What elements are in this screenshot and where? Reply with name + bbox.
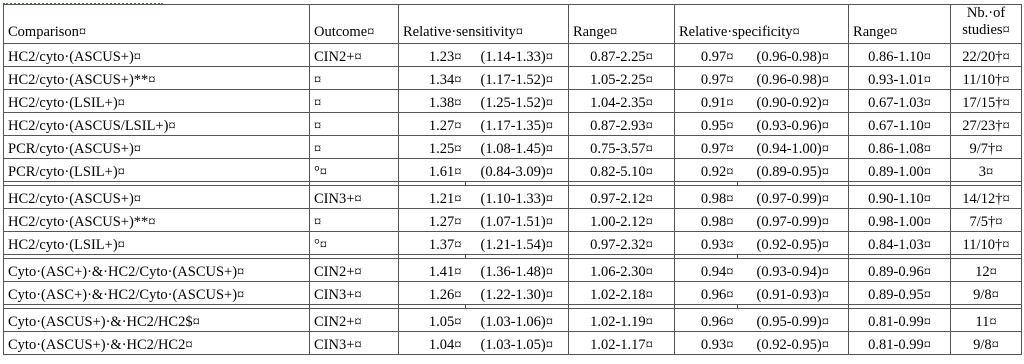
cell-sensitivity-ci: (1.07-1.51)¤: [466, 209, 569, 232]
cell-specificity-ci: (0.96-0.98)¤: [738, 67, 849, 90]
cell-relative-sensitivity: 1.04¤: [399, 332, 466, 355]
cell-nb-studies: 12¤: [951, 259, 1022, 282]
cell-relative-specificity: 0.98¤: [675, 186, 738, 209]
cell-sensitivity-range: 0.75-3.57¤: [569, 136, 675, 159]
cell-sensitivity-range: 1.02-2.18¤: [569, 282, 675, 305]
cell-relative-specificity: 0.96¤: [675, 282, 738, 305]
cell-specificity-range: 0.89-1.00¤: [849, 159, 951, 182]
table-row: [4, 136, 1022, 159]
cell-comparison: HC2/cyto·(ASCUS+)¤: [4, 44, 310, 67]
cell-specificity-range: 0.67-1.10¤: [849, 113, 951, 136]
cell-relative-sensitivity: 1.27¤: [399, 113, 466, 136]
cell-specificity-ci: (0.93-0.96)¤: [738, 113, 849, 136]
cell-relative-sensitivity: 1.34¤: [399, 67, 466, 90]
cell-nb-studies: 11/10†¤: [951, 232, 1022, 255]
cell-relative-sensitivity: 1.25¤: [399, 136, 466, 159]
cell-nb-studies: 14/12†¤: [951, 186, 1022, 209]
cell-comparison: PCR/cyto·(LSIL+)¤: [4, 159, 310, 182]
table-row: [4, 209, 1022, 232]
cell-comparison: PCR/cyto·(ASCUS+)¤: [4, 136, 310, 159]
cell-relative-sensitivity: 1.27¤: [399, 209, 466, 232]
cell-comparison: Cyto·(ASCUS+)·&·HC2/HC2¤: [4, 332, 310, 355]
cell-sensitivity-range: 1.04-2.35¤: [569, 90, 675, 113]
cell-outcome: CIN3+¤: [310, 282, 399, 305]
cell-comparison: HC2/cyto·(ASCUS+)**¤: [4, 67, 310, 90]
cell-specificity-range: 0.84-1.03¤: [849, 232, 951, 255]
cell-outcome: CIN2+¤: [310, 259, 399, 282]
table-row: [4, 44, 1022, 67]
cell-sensitivity-range: 1.02-1.17¤: [569, 332, 675, 355]
cell-sensitivity-range: 0.97-2.32¤: [569, 232, 675, 255]
cell-nb-studies: 9/7†¤: [951, 136, 1022, 159]
cell-sensitivity-range: 0.82-5.10¤: [569, 159, 675, 182]
cell-specificity-range: 0.86-1.10¤: [849, 44, 951, 67]
cell-relative-sensitivity: 1.05¤: [399, 309, 466, 332]
cell-sensitivity-ci: (1.17-1.52)¤: [466, 67, 569, 90]
cell-specificity-range: 0.86-1.08¤: [849, 136, 951, 159]
cell-specificity-ci: (0.90-0.92)¤: [738, 90, 849, 113]
cell-specificity-range: 0.89-0.96¤: [849, 259, 951, 282]
cell-outcome: ¤: [310, 209, 399, 232]
header-outcome: Outcome¤: [310, 5, 399, 44]
header-relative-sensitivity: Relative·sensitivity¤: [399, 5, 569, 44]
cell-comparison: HC2/cyto·(ASCUS+)¤: [4, 186, 310, 209]
cell-specificity-ci: (0.92-0.95)¤: [738, 332, 849, 355]
cell-relative-specificity: 0.92¤: [675, 159, 738, 182]
cell-outcome: CIN3+¤: [310, 332, 399, 355]
cell-relative-specificity: 0.95¤: [675, 113, 738, 136]
cell-outcome: CIN2+¤: [310, 44, 399, 67]
cell-nb-studies: 27/23†¤: [951, 113, 1022, 136]
cell-sensitivity-range: 0.87-2.25¤: [569, 44, 675, 67]
cell-comparison: Cyto·(ASCUS+)·&·HC2/HC2$¤: [4, 309, 310, 332]
results-table: [3, 4, 1022, 355]
cell-outcome: ¤: [310, 136, 399, 159]
cell-sensitivity-ci: (1.10-1.33)¤: [466, 186, 569, 209]
cell-nb-studies: 11/10†¤: [951, 67, 1022, 90]
cell-relative-specificity: 0.93¤: [675, 232, 738, 255]
header-relative-specificity: Relative·specificity¤: [675, 5, 849, 44]
table-row: [4, 159, 1022, 182]
cell-specificity-ci: (0.97-0.99)¤: [738, 186, 849, 209]
cell-outcome: CIN2+¤: [310, 309, 399, 332]
cell-sensitivity-range: 1.00-2.12¤: [569, 209, 675, 232]
cell-specificity-ci: (0.96-0.98)¤: [738, 44, 849, 67]
cell-specificity-range: 0.90-1.10¤: [849, 186, 951, 209]
cell-relative-sensitivity: 1.41¤: [399, 259, 466, 282]
cell-outcome: °¤: [310, 159, 399, 182]
cell-sensitivity-ci: (1.14-1.33)¤: [466, 44, 569, 67]
cell-specificity-range: 0.81-0.99¤: [849, 309, 951, 332]
cell-sensitivity-ci: (1.17-1.35)¤: [466, 113, 569, 136]
cell-specificity-ci: (0.94-1.00)¤: [738, 136, 849, 159]
cell-sensitivity-ci: (1.22-1.30)¤: [466, 282, 569, 305]
cell-outcome: °¤: [310, 232, 399, 255]
cell-comparison: HC2/cyto·(LSIL+)¤: [4, 232, 310, 255]
cell-specificity-ci: (0.93-0.94)¤: [738, 259, 849, 282]
cell-specificity-range: 0.98-1.00¤: [849, 209, 951, 232]
cell-specificity-range: 0.89-0.95¤: [849, 282, 951, 305]
cell-sensitivity-ci: (0.84-3.09)¤: [466, 159, 569, 182]
cell-outcome: ¤: [310, 90, 399, 113]
cell-specificity-ci: (0.97-0.99)¤: [738, 209, 849, 232]
cell-specificity-ci: (0.92-0.95)¤: [738, 232, 849, 255]
table-row: [4, 67, 1022, 90]
cell-relative-sensitivity: 1.61¤: [399, 159, 466, 182]
header-range-specificity: Range¤: [849, 5, 951, 44]
cell-comparison: HC2/cyto·(LSIL+)¤: [4, 90, 310, 113]
cell-relative-sensitivity: 1.37¤: [399, 232, 466, 255]
cell-sensitivity-range: 1.05-2.25¤: [569, 67, 675, 90]
table-row: [4, 90, 1022, 113]
cell-sensitivity-ci: (1.08-1.45)¤: [466, 136, 569, 159]
table-header-row: [4, 5, 1022, 44]
cell-sensitivity-ci: (1.03-1.05)¤: [466, 332, 569, 355]
cell-nb-studies: 17/15†¤: [951, 90, 1022, 113]
cell-nb-studies: 9/8¤: [951, 332, 1022, 355]
cell-comparison: HC2/cyto·(ASCUS+)**¤: [4, 209, 310, 232]
cell-sensitivity-range: 0.87-2.93¤: [569, 113, 675, 136]
cell-relative-specificity: 0.94¤: [675, 259, 738, 282]
header-comparison: Comparison¤: [4, 5, 310, 44]
cell-relative-sensitivity: 1.26¤: [399, 282, 466, 305]
table-row: [4, 309, 1022, 332]
cell-relative-specificity: 0.96¤: [675, 309, 738, 332]
table-row: [4, 332, 1022, 355]
cell-sensitivity-ci: (1.25-1.52)¤: [466, 90, 569, 113]
cell-relative-sensitivity: 1.38¤: [399, 90, 466, 113]
cell-specificity-range: 0.81-0.99¤: [849, 332, 951, 355]
cell-comparison: Cyto·(ASC+)·&·HC2/Cyto·(ASCUS+)¤: [4, 259, 310, 282]
cell-relative-sensitivity: 1.21¤: [399, 186, 466, 209]
cell-relative-specificity: 0.93¤: [675, 332, 738, 355]
cell-comparison: HC2/cyto·(ASCUS/LSIL+)¤: [4, 113, 310, 136]
cell-specificity-range: 0.67-1.03¤: [849, 90, 951, 113]
cell-relative-specificity: 0.97¤: [675, 44, 738, 67]
cell-relative-specificity: 0.97¤: [675, 67, 738, 90]
table-row: [4, 113, 1022, 136]
cell-specificity-ci: (0.91-0.93)¤: [738, 282, 849, 305]
cell-sensitivity-ci: (1.36-1.48)¤: [466, 259, 569, 282]
cell-outcome: CIN3+¤: [310, 186, 399, 209]
cell-relative-sensitivity: 1.23¤: [399, 44, 466, 67]
cell-relative-specificity: 0.98¤: [675, 209, 738, 232]
cell-outcome: ¤: [310, 113, 399, 136]
cell-sensitivity-ci: (1.21-1.54)¤: [466, 232, 569, 255]
cell-specificity-range: 0.93-1.01¤: [849, 67, 951, 90]
cell-nb-studies: 3¤: [951, 159, 1022, 182]
table-row: [4, 259, 1022, 282]
cell-sensitivity-ci: (1.03-1.06)¤: [466, 309, 569, 332]
cell-sensitivity-range: 1.06-2.30¤: [569, 259, 675, 282]
cell-specificity-ci: (0.89-0.95)¤: [738, 159, 849, 182]
cell-nb-studies: 9/8¤: [951, 282, 1022, 305]
cell-comparison: Cyto·(ASC+)·&·HC2/Cyto·(ASCUS+)¤: [4, 282, 310, 305]
cell-sensitivity-range: 1.02-1.19¤: [569, 309, 675, 332]
header-range-sensitivity: Range¤: [569, 5, 675, 44]
table-row: [4, 232, 1022, 255]
cell-sensitivity-range: 0.97-2.12¤: [569, 186, 675, 209]
cell-nb-studies: 22/20†¤: [951, 44, 1022, 67]
cell-relative-specificity: 0.97¤: [675, 136, 738, 159]
cell-specificity-ci: (0.95-0.99)¤: [738, 309, 849, 332]
cell-relative-specificity: 0.91¤: [675, 90, 738, 113]
header-nb-of-studies: Nb.·of studies¤: [951, 5, 1022, 44]
table-row: [4, 282, 1022, 305]
table-row: [4, 186, 1022, 209]
cell-nb-studies: 11¤: [951, 309, 1022, 332]
cell-nb-studies: 7/5†¤: [951, 209, 1022, 232]
cell-outcome: ¤: [310, 67, 399, 90]
